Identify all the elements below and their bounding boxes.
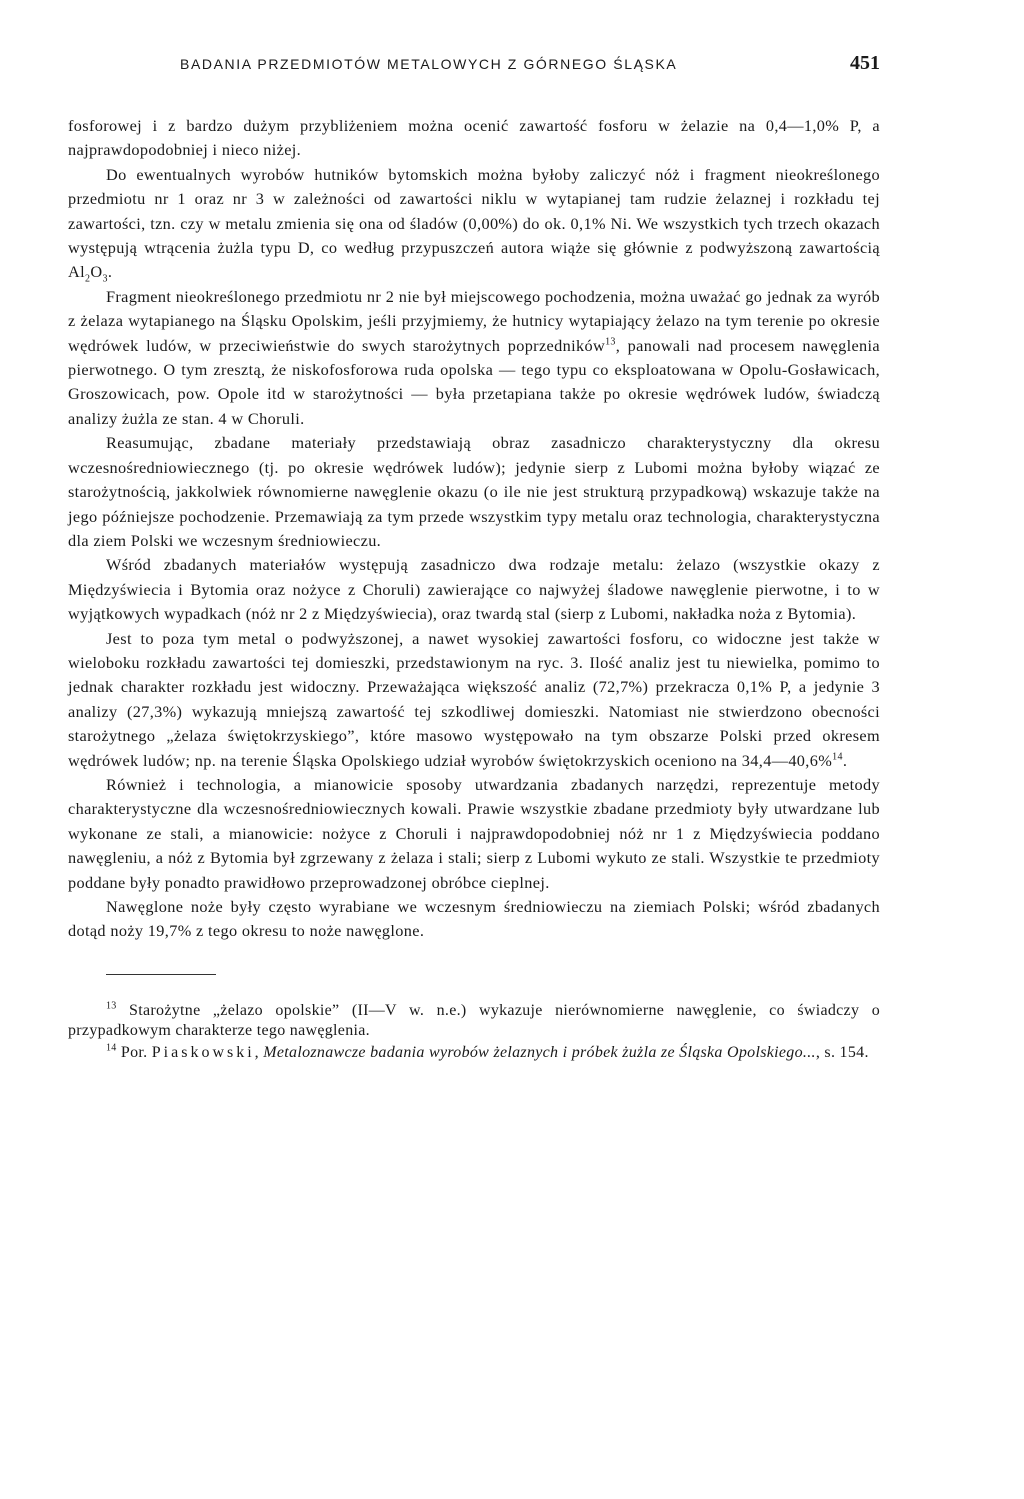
paragraph-2-text: Do ewentualnych wyrobów hutników bytomskich można byłoby zaliczyć nóż i fragment nieokreślonego przedmiotu nr 1 oraz nr 3 w zależności od zawartości niklu w wytapianej tam rudzie żelaznej i rozkładu tej zawartości, tzn. czy w metalu zmienia się ona od śladów (0,00%) do ok. 0,1% Ni. We wszystkich tych trzech okazach występują wtrącenia żużla typu D, co według przypuszczeń autora wiąże się głównie z podwyższoną zawartością Al (68, 164, 880, 282)
paragraph-1: fosforowej i z bardzo dużym przybliżeniem można ocenić zawartość fosforu w żelazie na 0,4—1,0% P, a najprawdopodobniej i nieco niżej. (68, 116, 880, 160)
footnote-14-number: 14 (106, 1042, 117, 1054)
subscript-2: 2 (84, 273, 91, 285)
paragraph-6-text: Jest to poza tym metal o podwyższonej, a nawet wysokiej zawartości fosforu, co widoczne jest także w wieloboku rozkładu zawartości tej domieszki, przedstawionym na ryc. 3. Ilość analiz jest tu niewielka, pomimo to jednak charakter rozkładu jest widoczny. Przeważająca większość analiz (72,7%) przekracza 0,1% P, a jedynie 3 analizy (27,3%) wykazują mniejszą zawartość tej szkodliwej domieszki. Natomiast nie stwierdzono obecności starożytnego „żelaza świętokrzyskiego”, które masowo występowało na tym obszarze Polski przed okresem wędrówek ludów; np. na terenie Śląska Opolskiego udział wyrobów świętokrzyskich oceniono na 34,4—40,6% (68, 628, 880, 770)
paragraph-3 (68, 285, 880, 431)
footnote-14-title: Metaloznawcze badania wyrobów żelaznych i próbek żużla ze Śląska Opolskiego... (263, 1043, 816, 1061)
footnote-14-author: Piaskowski (151, 1043, 255, 1061)
footnote-divider (106, 974, 216, 975)
paragraph-6 (68, 627, 880, 773)
paragraph-7: Również i technologia, a mianowicie sposoby utwardzania zbadanych narzędzi, reprezentuje metody charakterystyczne dla wczesnośredniowiecznych kowali. Prawie wszystkie zbadane przedmioty były utwardzane lub wykonane ze stali, a mianowicie: nożyce z Choruli i najprawdopodobniej nóż nr 1 z Międzyświecia poddano nawęgleniu, a nóż z Bytomia był zgrzewany z żelaza i stali; sierp z Lubomi wykuto ze stali. Wszystkie te przedmioty poddane były ponadto prawidłowo przeprowadzonej obróbce cieplnej. (68, 774, 880, 892)
paragraph-8: Nawęglone noże były często wyrabiane we wczesnym średniowieczu na ziemiach Polski; wśród zbadanych dotąd noży 19,7% z tego okresu to noże nawęglone. (68, 897, 880, 941)
footnote-13-text: Starożytne „żelazo opolskie” (II—V w. n.e.) wykazuje nierównomierne nawęglenie, co świadczy o przypadkowym charakterze tego nawęglenia. (68, 1001, 880, 1039)
main-text (68, 114, 880, 944)
paragraph-2 (68, 163, 880, 285)
page-number: 451 (850, 52, 880, 74)
footnote-13 (68, 1001, 880, 1041)
footnote-14-separator: , (254, 1043, 264, 1061)
document-page (68, 48, 880, 1065)
subscript-3: 3 (102, 273, 108, 285)
paragraph-3-text-b: , panowali nad procesem nawęglenia pierwotnego. O tym zresztą, że niskofosforowa ruda opolska — tego typu co eksploatowana w Opolu-Gosławicach, Groszowicach, pow. Opole itd w starożytności — była przetapiana także po okresie wędrówek ludów, świadczą analizy żużla ze stan. 4 w Choruli. (68, 335, 880, 428)
footnote-14-end: , s. 154. (815, 1043, 869, 1061)
paragraph-6-end: . (842, 750, 848, 770)
footnote-14-prefix: Por. (116, 1043, 152, 1061)
running-header (68, 48, 880, 82)
formula-oxygen: O (90, 262, 103, 282)
footnote-13-number: 13 (106, 1000, 117, 1012)
paragraph-3-text-a: Fragment nieokreślonego przedmiotu nr 2 nie był miejscowego pochodzenia, można uważać go jednak za wyrób z żelaza wytapianego na Śląsku Opolskim, jeśli przyjmiemy, że hutnicy wytapiający żelazo na tym terenie po okresie wędrówek ludów, w przeciwieństwie do swych starożytnych poprzedników (68, 286, 880, 355)
footnote-14 (68, 1043, 880, 1063)
paragraph-5: Wśród zbadanych materiałów występują zasadniczo dwa rodzaje metalu: żelazo (wszystkie okazy z Międzyświecia i Bytomia oraz nożyce z Choruli) zawierające co najwyżej śladowe nawęglenie pierwotne, i to w wyjątkowych wypadkach (nóż nr 2 z Międzyświecia), oraz twardą stal (sierp z Lubomi, nakładka noża z Bytomia). (68, 555, 880, 624)
footnotes (68, 1001, 880, 1063)
footnote-ref-13[interactable]: 13 (605, 336, 616, 348)
running-title: BADANIA PRZEDMIOTÓW METALOWYCH Z GÓRNEGO ŚLĄSKA (180, 56, 678, 72)
paragraph-2-end: . (107, 262, 113, 282)
footnote-ref-14[interactable]: 14 (832, 751, 843, 763)
paragraph-4: Reasumując, zbadane materiały przedstawiają obraz zasadniczo charakterystyczny dla okresu wczesnośredniowiecznego (tj. po okresie wędrówek ludów); jedynie sierp z Lubomi można byłoby wiązać ze starożytnością, jakkolwiek równomierne nawęglenie okazu (o ile nie jest strukturą przypadkową) wskazuje także na jego późniejsze pochodzenie. Przemawiają za tym przede wszystkim typy metalu oraz technologia, charakterystyczna dla ziem Polski we wczesnym średniowieczu. (68, 433, 880, 550)
